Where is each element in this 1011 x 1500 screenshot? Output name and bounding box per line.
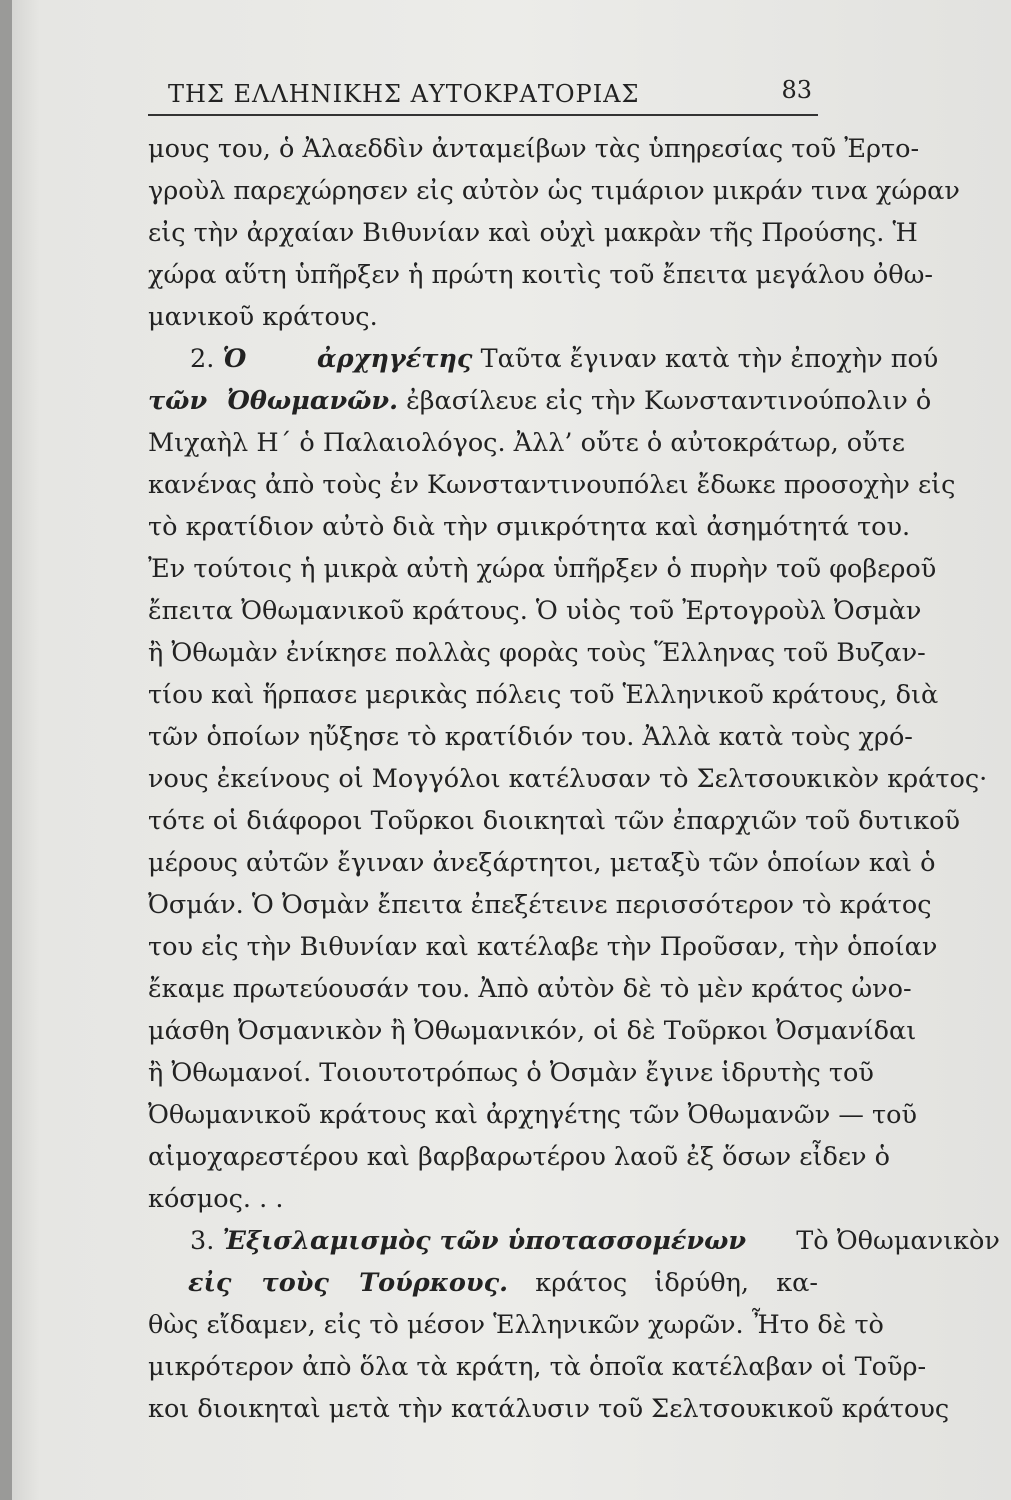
- text-line: ἢ Ὀθωμανοί. Τοιουτοτρόπως ὁ Ὀσμὰν ἔγινε ἱδρυτὴς τοῦ: [148, 1058, 874, 1088]
- section-2-heading-line-2: [148, 380, 932, 422]
- text-line: θὼς εἴδαμεν, εἰς τὸ μέσον Ἑλληνικῶν χωρῶν. Ἦτο δὲ τὸ: [148, 1310, 884, 1340]
- text-line: τὸ κρατίδιον αὐτὸ διὰ τὴν σμικρότητα καὶ ἀσημότητά του.: [148, 512, 911, 542]
- text-line: ἔκαμε πρωτεύουσάν του. Ἀπὸ αὐτὸν δὲ τὸ μὲν κράτος ὠνο-: [148, 974, 912, 1004]
- section-3-text: Τὸ Ὀθωμανικὸν: [796, 1226, 1000, 1256]
- section-2-sidenote-title: Ὁ ἀρχηγέτης: [222, 344, 473, 374]
- text-line: μέρους αὐτῶν ἔγιναν ἀνεξάρτητοι, μεταξὺ τῶν ὁποίων καὶ ὁ: [148, 848, 936, 878]
- text-line: μικρότερον ἀπὸ ὅλα τὰ κράτη, τὰ ὁποῖα κατέλαβαν οἱ Τοῦρ-: [148, 1352, 927, 1382]
- text-line: τῶν ὁποίων ηὔξησε τὸ κρατίδιόν του. Ἀλλὰ κατὰ τοὺς χρό-: [148, 722, 913, 752]
- section-3-sidenote-title: Ἐξισλαμισμὸς τῶν ὑποτασσομένων: [222, 1226, 747, 1256]
- text-line: κόσμος. . .: [148, 1184, 284, 1214]
- section-2-text: ἐβασίλευε εἰς τὴν Κωνσταντινούπολιν ὁ: [406, 386, 932, 416]
- text-line: τότε οἱ διάφοροι Τοῦρκοι διοικηταὶ τῶν ἐπαρχιῶν τοῦ δυτικοῦ: [148, 806, 960, 836]
- page-header: [148, 74, 818, 116]
- text-line: αἱμοχαρεστέρου καὶ βαρβαρωτέρου λαοῦ ἐξ ὅσων εἶδεν ὁ: [148, 1142, 890, 1172]
- section-3-heading-line-2: [148, 1262, 818, 1304]
- text-line: Ἐν τούτοις ἡ μικρὰ αὐτὴ χώρα ὑπῆρξεν ὁ πυρὴν τοῦ φοβεροῦ: [148, 554, 937, 584]
- text-line: Μιχαὴλ Η΄ ὁ Παλαιολόγος. Ἀλλ’ οὔτε ὁ αὐτοκράτωρ, οὔτε: [148, 428, 905, 458]
- text-line: κανένας ἀπὸ τοὺς ἐν Κωνσταντινουπόλει ἔδωκε προσοχὴν εἰς: [148, 470, 956, 500]
- section-2-sidenote-title-2: τῶν Ὀθωμανῶν.: [148, 386, 398, 416]
- page-number: 83: [781, 76, 812, 104]
- text-line: τίου καὶ ἥρπασε μερικὰς πόλεις τοῦ Ἑλληνικοῦ κράτους, διὰ: [148, 680, 939, 710]
- section-2-text: Ταῦτα ἔγιναν κατὰ τὴν ἐποχὴν πού: [480, 344, 939, 374]
- section-3-number: 3.: [190, 1226, 215, 1256]
- text-line: γροὺλ παρεχώρησεν εἰς αὐτὸν ὡς τιμάριον μικράν τινα χώραν: [148, 176, 960, 206]
- text-line: κοι διοικηταὶ μετὰ τὴν κατάλυσιν τοῦ Σελτσουκικοῦ κράτους: [148, 1394, 950, 1424]
- text-line: ἔπειτα Ὀθωμανικοῦ κράτους. Ὁ υἱὸς τοῦ Ἐρτογροὺλ Ὀσμὰν: [148, 596, 922, 626]
- section-2-number: 2.: [190, 344, 215, 374]
- text-line: του εἰς τὴν Βιθυνίαν καὶ κατέλαβε τὴν Προῦσαν, τὴν ὁποίαν: [148, 932, 938, 962]
- text-line: μανικοῦ κράτους.: [148, 302, 378, 332]
- text-line: νους ἐκείνους οἱ Μογγόλοι κατέλυσαν τὸ Σελτσουκικὸν κράτος·: [148, 764, 988, 794]
- text-line: ἢ Ὀθωμὰν ἐνίκησε πολλὰς φορὰς τοὺς Ἕλληνας τοῦ Βυζαν-: [148, 638, 926, 668]
- section-3-heading-line: [148, 1220, 1000, 1262]
- page-spine-shadow: [0, 0, 12, 1500]
- text-line: μους του, ὁ Ἀλαεδδὶν ἀνταμείβων τὰς ὑπηρεσίας τοῦ Ἐρτο-: [148, 134, 920, 164]
- running-title: ΤΗΣ ΕΛΛΗΝΙΚΗΣ ΑΥΤΟΚΡΑΤΟΡΙΑΣ: [168, 80, 640, 108]
- text-line: χώρα αὕτη ὑπῆρξεν ἡ πρώτη κοιτὶς τοῦ ἔπειτα μεγάλου ὀθω-: [148, 260, 933, 290]
- text-line: μάσθη Ὀσμανικὸν ἢ Ὀθωμανικόν, οἱ δὲ Τοῦρκοι Ὀσμανίδαι: [148, 1016, 917, 1046]
- text-line: Ὀθωμανικοῦ κράτους καὶ ἀρχηγέτης τῶν Ὀθωμανῶν — τοῦ: [148, 1100, 917, 1130]
- section-2-heading-line: [148, 338, 939, 380]
- section-3-text: κράτος ἱδρύθη, κα-: [535, 1268, 818, 1298]
- text-line: Ὀσμάν. Ὁ Ὀσμὰν ἔπειτα ἐπεξέτεινε περισσότερον τὸ κράτος: [148, 890, 932, 920]
- text-line: εἰς τὴν ἀρχαίαν Βιθυνίαν καὶ οὐχὶ μακρὰν τῆς Προύσης. Ἡ: [148, 218, 918, 248]
- section-3-sidenote-title-2: εἰς τοὺς Τούρκους.: [188, 1268, 508, 1298]
- body-text: [148, 128, 1000, 1430]
